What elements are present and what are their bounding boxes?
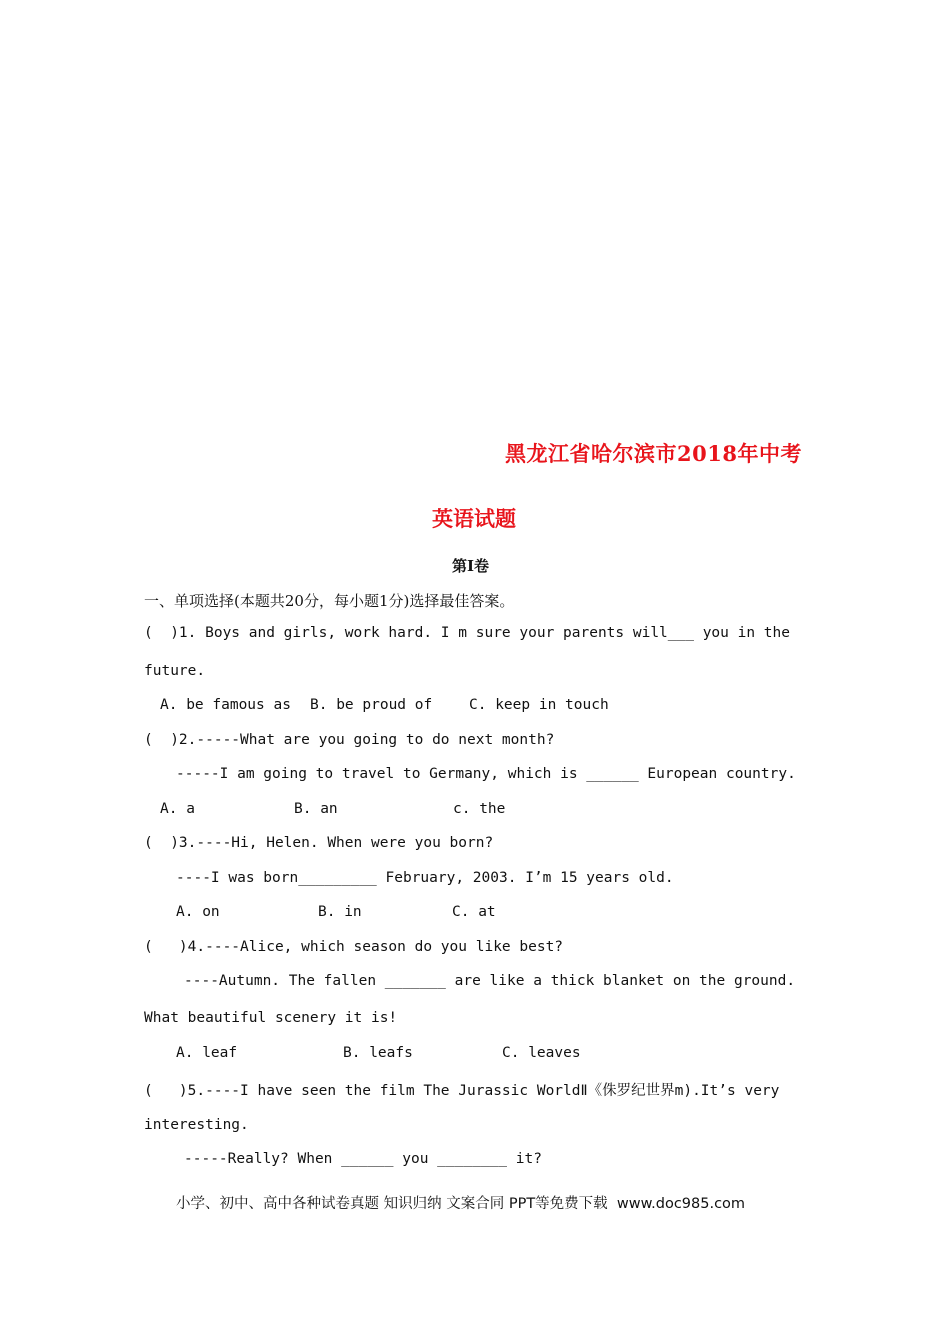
question-2-option-a: A. a: [160, 801, 195, 817]
question-1-option-a: A. be famous as: [160, 697, 291, 713]
question-1-option-b: B. be proud of: [310, 697, 433, 713]
question-4-option-a: A. leaf: [176, 1045, 238, 1061]
question-5-stem-cont2: -----Really? When ______ you ________ it?: [184, 1151, 542, 1167]
section-instruction: 一、单项选择(本题共20分，每小题1分)选择最佳答案。: [144, 592, 515, 610]
question-5-stem-cont: interesting.: [144, 1117, 249, 1133]
question-4-option-c: C. leaves: [502, 1045, 581, 1061]
question-4-stem: ( )4.----Alice, which season do you like best?: [144, 939, 564, 955]
question-1-stem-cont: future.: [144, 663, 206, 679]
question-3-stem: ( )3.----Hi, Helen. When were you born?: [144, 835, 494, 851]
question-5-stem: ( )5.----I have seen the film The Jurassic WorldⅡ《侏罗纪世界m).It’s very: [144, 1083, 780, 1099]
volume-label: 第Ⅰ卷: [452, 557, 490, 575]
question-3-option-a: A. on: [176, 904, 220, 920]
exam-title-line2: 英语试题: [432, 506, 516, 531]
question-4-option-b: B. leafs: [343, 1045, 413, 1061]
question-2-option-c: c. the: [453, 801, 506, 817]
question-4-stem-cont: ----Autumn. The fallen _______ are like a thick blanket on the ground.: [184, 973, 796, 989]
question-3-stem-cont: ----I was born_________ February, 2003. I’m 15 years old.: [176, 870, 674, 886]
question-1-stem: ( )1. Boys and girls, work hard. I m sure your parents will___ you in the: [144, 625, 791, 641]
question-2-stem: ( )2.-----What are you going to do next month?: [144, 732, 555, 748]
page-footer: 小学、初中、高中各种试卷真题 知识归纳 文案合同 PPT等免费下载 www.doc985.com: [176, 1196, 746, 1212]
question-4-stem-cont2: What beautiful scenery it is!: [144, 1010, 398, 1026]
question-2-stem-cont: -----I am going to travel to Germany, which is ______ European country.: [176, 766, 796, 782]
exam-title-line1: 黑龙江省哈尔滨市2018年中考: [505, 441, 802, 466]
question-3-option-c: C. at: [452, 904, 496, 920]
question-3-option-b: B. in: [318, 904, 362, 920]
question-2-option-b: B. an: [294, 801, 338, 817]
question-1-option-c: C. keep in touch: [469, 697, 609, 713]
